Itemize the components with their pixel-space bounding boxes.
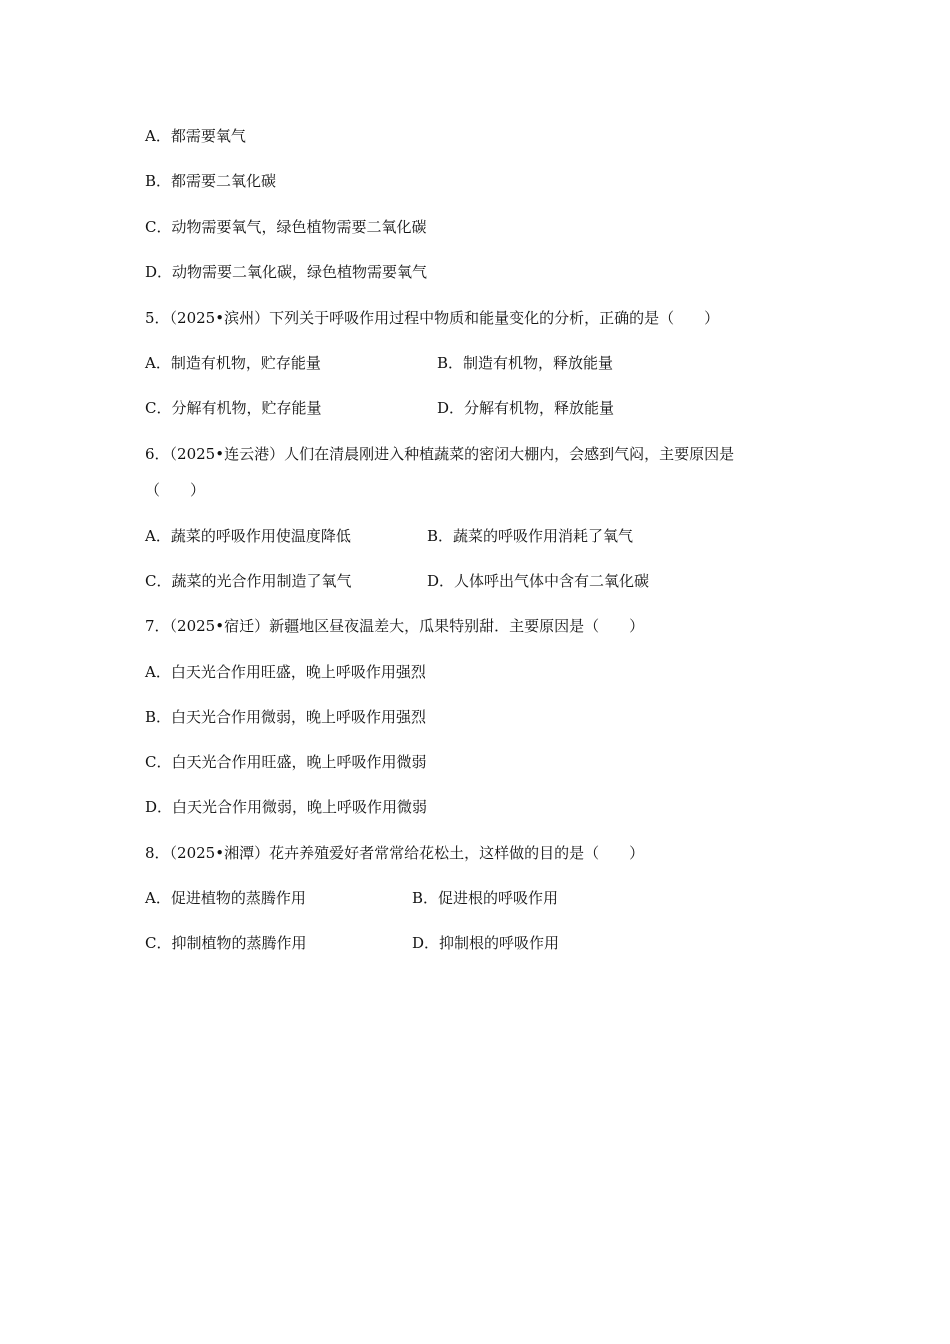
q8-option-a: A．促进植物的蒸腾作用 (145, 889, 306, 907)
q8-option-b: B．促进根的呼吸作用 (412, 889, 559, 907)
q5-option-a: A．制造有机物，贮存能量 (145, 354, 321, 372)
q4-option-d: D．动物需要二氧化碳，绿色植物需要氧气 (145, 263, 428, 281)
q7-option-d: D．白天光合作用微弱，晚上呼吸作用微弱 (145, 798, 428, 816)
q5-option-c: C．分解有机物，贮存能量 (145, 399, 322, 417)
q5-option-d: D．分解有机物，释放能量 (437, 399, 615, 417)
q4-option-c: C．动物需要氧气，绿色植物需要二氧化碳 (145, 218, 427, 236)
q5-stem: 5．（2025•滨州）下列关于呼吸作用过程中物质和能量变化的分析，正确的是（ ） (145, 309, 720, 327)
q6-option-c: C．蔬菜的光合作用制造了氧气 (145, 572, 352, 590)
q8-stem: 8．（2025•湘潭）花卉养殖爱好者常常给花松土，这样做的目的是（ ） (145, 844, 645, 862)
q8-option-c: C．抑制植物的蒸腾作用 (145, 934, 307, 952)
q6-option-b: B．蔬菜的呼吸作用消耗了氧气 (427, 527, 634, 545)
q7-stem: 7．（2025•宿迁）新疆地区昼夜温差大，瓜果特别甜．主要原因是（ ） (145, 617, 645, 635)
q7-option-a: A．白天光合作用旺盛，晚上呼吸作用强烈 (145, 663, 426, 681)
q6-option-d: D．人体呼出气体中含有二氧化碳 (427, 572, 650, 590)
q6-option-a: A．蔬菜的呼吸作用使温度降低 (145, 527, 351, 545)
q7-option-b: B．白天光合作用微弱，晚上呼吸作用强烈 (145, 708, 427, 726)
q6-stem-line1: 6．（2025•连云港）人们在清晨刚进入种植蔬菜的密闭大棚内，会感到气闷，主要原因是 (145, 445, 735, 463)
q5-option-b: B．制造有机物，释放能量 (437, 354, 614, 372)
q7-option-c: C．白天光合作用旺盛，晚上呼吸作用微弱 (145, 753, 427, 771)
q4-option-b: B．都需要二氧化碳 (145, 172, 277, 190)
q4-option-a: A．都需要氧气 (145, 127, 246, 145)
q6-stem-line2: （ ） (145, 481, 206, 499)
q8-option-d: D．抑制根的呼吸作用 (412, 934, 560, 952)
